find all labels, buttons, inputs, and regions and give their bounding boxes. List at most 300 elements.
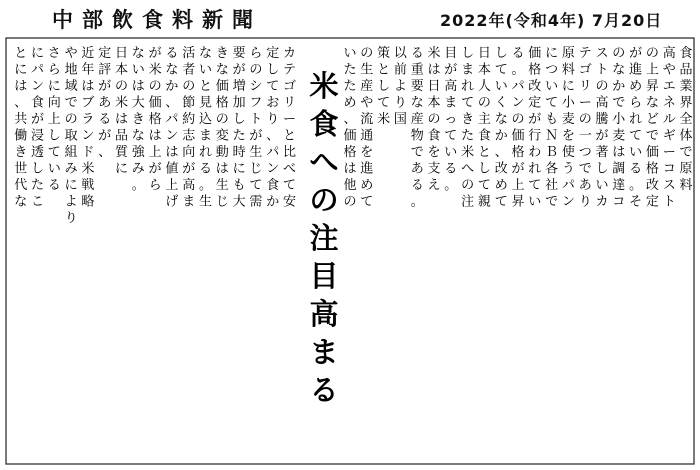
- article-column-text: 大: [232, 194, 246, 210]
- article-column-text: う: [561, 161, 575, 177]
- article-column-text: あ: [98, 95, 112, 111]
- article-column-text: 組: [64, 145, 78, 160]
- article-column-text: 時: [232, 145, 246, 160]
- article-column-text: た: [343, 79, 357, 94]
- article-column-text: の: [645, 46, 659, 61]
- article-column-text: 生: [249, 145, 263, 160]
- article-column-text: で: [679, 145, 693, 160]
- article-column-text: テ: [578, 46, 592, 61]
- article-column-text: 格: [645, 161, 659, 177]
- article-column-text: は: [427, 62, 441, 78]
- article-column-text: 加: [232, 95, 246, 111]
- article-column-text: げ: [165, 194, 179, 210]
- article-column-text: る: [629, 161, 643, 177]
- article-column-text: 食: [477, 128, 491, 144]
- masthead: [0, 0, 700, 36]
- article-column-text: 本: [427, 95, 441, 111]
- article-column-text: つ: [545, 62, 559, 78]
- article-column-text: を: [360, 145, 374, 160]
- article-column-text: 強: [131, 145, 145, 160]
- article-column-text: 安: [283, 194, 297, 210]
- article-column-text: る: [47, 178, 61, 193]
- article-column-text: 要: [232, 46, 246, 61]
- article-column-text: 定: [98, 46, 112, 61]
- article-column-text: 行: [528, 128, 542, 144]
- article-column-text: ど: [645, 112, 659, 127]
- article-column-text: に: [232, 161, 246, 177]
- article-column-text: の: [511, 112, 525, 127]
- article-column-text: よ: [64, 194, 78, 210]
- article-column-text: 業: [679, 79, 693, 94]
- article-column-text: に: [561, 79, 575, 94]
- article-column-text: や: [662, 62, 676, 78]
- article-column-text: に: [64, 178, 78, 193]
- article-column-text: て: [545, 95, 559, 111]
- article-column-text: で: [645, 128, 659, 144]
- article-column-text: な: [410, 95, 424, 111]
- article-column-text: 通: [360, 128, 374, 144]
- article-column-text: 格: [215, 95, 229, 111]
- article-column-text: 達: [612, 178, 626, 193]
- article-column-text: ら: [249, 46, 263, 61]
- article-column-text: 高: [595, 95, 609, 111]
- article-column-text: ン: [81, 128, 95, 144]
- article-column-text: る: [199, 161, 213, 177]
- article-column-text: 増: [232, 79, 246, 94]
- article-column-text: 戦: [81, 178, 95, 193]
- article-column-text: え: [427, 178, 441, 193]
- article-column-text: コ: [612, 194, 626, 210]
- article-column-text: ス: [662, 178, 676, 193]
- article-column-text: 全: [679, 112, 693, 127]
- article-column-text: 進: [360, 161, 374, 177]
- article-column-text: い: [528, 194, 542, 210]
- article-column-text: し: [232, 112, 246, 127]
- article-column-text: 。: [444, 178, 458, 193]
- article-column-text: て: [266, 79, 280, 94]
- article-column-text: 高: [444, 79, 458, 94]
- article-column-text: き: [215, 46, 229, 61]
- article-column-text: 代: [14, 178, 28, 193]
- article-column-text: が: [249, 128, 263, 144]
- article-column-text: 活: [182, 46, 196, 61]
- article-column-text: め: [343, 95, 357, 111]
- article-column-text: 米: [115, 95, 129, 111]
- article-column-text: い: [629, 145, 643, 160]
- article-column-text: は: [343, 161, 357, 177]
- article-column-text: ス: [595, 46, 609, 61]
- article-column-text: 産: [360, 79, 374, 94]
- article-column-text: 価: [528, 46, 542, 61]
- article-column-text: あ: [410, 161, 424, 177]
- article-column-text: 、: [165, 95, 179, 111]
- article-column-text: か: [612, 79, 626, 94]
- article-column-text: れ: [461, 79, 475, 94]
- article-column-text: 域: [64, 79, 78, 94]
- article-column-text: 働: [14, 128, 28, 144]
- article-column-text: の: [612, 46, 626, 61]
- article-column-text: 定: [645, 194, 659, 210]
- article-column-text: 見: [199, 95, 213, 111]
- article-column-text: 志: [182, 128, 196, 144]
- headline-char: る: [309, 373, 339, 407]
- article-column-text: し: [377, 79, 391, 94]
- article-column-text: 支: [427, 161, 441, 177]
- article-column-text: 価: [645, 145, 659, 160]
- article-column-text: み: [64, 161, 78, 177]
- article-column-text: 界: [679, 95, 693, 111]
- article-column-text: が: [148, 46, 162, 61]
- article-column-text: 込: [199, 112, 213, 127]
- article-column-text: 近: [81, 46, 95, 61]
- article-column-text: な: [645, 95, 659, 111]
- article-column-text: し: [31, 161, 45, 177]
- article-column-text: カ: [595, 194, 609, 210]
- article-column-text: は: [165, 145, 179, 160]
- article-column-text: も: [545, 112, 559, 127]
- article-column-text: 高: [662, 46, 676, 61]
- article-column-text: た: [31, 178, 45, 193]
- article-column-text: ー: [283, 112, 297, 127]
- article-column-text: は: [612, 145, 626, 160]
- article-column-text: 生: [360, 62, 374, 78]
- article-column-text: 米: [81, 161, 95, 177]
- article-column-text: つ: [578, 145, 592, 160]
- article-column-text: 日: [427, 79, 441, 94]
- article-column-text: 価: [343, 128, 357, 144]
- article-column-text: 、: [343, 112, 357, 127]
- article-column-text: に: [31, 46, 45, 61]
- article-column-text: 上: [165, 178, 179, 193]
- article-column-text: め: [494, 178, 508, 193]
- article-column-text: る: [444, 161, 458, 177]
- article-column-text: ン: [511, 95, 525, 111]
- article-column-text: で: [545, 194, 559, 210]
- article-column-text: 国: [393, 112, 407, 127]
- article-column-text: で: [64, 95, 78, 111]
- article-column-text: 向: [182, 145, 196, 160]
- article-column-text: 本: [477, 62, 491, 78]
- headline-char: ま: [309, 335, 339, 369]
- article-column-text: ン: [165, 128, 179, 144]
- article-column-text: 策: [377, 46, 391, 61]
- headline-char: 食: [309, 107, 339, 141]
- article-column-text: ト: [249, 112, 263, 127]
- headline-char: 注: [309, 221, 339, 255]
- article-column-text: 約: [182, 112, 196, 127]
- article-column-text: な: [14, 194, 28, 210]
- article-column-text: 著: [595, 145, 609, 160]
- article-column-text: は: [148, 128, 162, 144]
- article-column-text: 。: [131, 178, 145, 193]
- article-column-text: 定: [528, 95, 542, 111]
- article-column-text: て: [494, 62, 508, 78]
- article-column-text: 昇: [511, 194, 525, 210]
- article-column-text: 食: [427, 128, 441, 144]
- article-column-text: た: [461, 128, 475, 144]
- article-column-text: 主: [477, 112, 491, 127]
- article-column-text: 社: [545, 178, 559, 193]
- article-column-text: て: [249, 178, 263, 193]
- article-column-text: い: [545, 79, 559, 94]
- article-column-text: の: [343, 194, 357, 210]
- article-column-text: エ: [662, 79, 676, 94]
- article-column-text: 進: [629, 62, 643, 78]
- article-column-text: 物: [410, 128, 424, 144]
- article-column-text: の: [427, 112, 441, 127]
- article-column-text: 重: [410, 62, 424, 78]
- article-column-text: 米: [461, 145, 475, 160]
- article-column-text: 調: [612, 161, 626, 177]
- article-column-text: 高: [182, 178, 196, 193]
- article-column-text: て: [494, 194, 508, 210]
- article-column-text: 略: [81, 194, 95, 210]
- article-column-text: は: [131, 79, 145, 94]
- article-column-text: る: [165, 46, 179, 61]
- article-column-text: あ: [578, 178, 592, 193]
- article-column-text: 流: [360, 112, 374, 127]
- article-column-text: ま: [182, 194, 196, 210]
- article-column-text: み: [131, 161, 145, 177]
- article-column-text: わ: [528, 145, 542, 160]
- article-column-text: ブ: [81, 95, 95, 111]
- article-column-text: り: [578, 194, 592, 210]
- article-column-text: ギ: [662, 128, 676, 144]
- article-column-text: 日: [477, 46, 491, 61]
- article-column-text: れ: [199, 145, 213, 160]
- article-column-text: 生: [199, 194, 213, 210]
- article-column-text: 、: [98, 145, 112, 160]
- article-column-text: 米: [148, 62, 162, 78]
- article-column-text: し: [477, 161, 491, 177]
- article-column-text: 原: [561, 46, 575, 61]
- article-column-text: と: [477, 145, 491, 160]
- article-column-text: 取: [64, 128, 78, 144]
- article-column-text: や: [64, 46, 78, 61]
- article-column-text: と: [199, 79, 213, 94]
- article-columns: [14, 45, 692, 226]
- article-column-text: 本: [115, 62, 129, 78]
- article-column-text: 他: [343, 178, 357, 193]
- article-column-text: 値: [165, 161, 179, 177]
- article-column-text: 昇: [645, 79, 659, 94]
- article-column-text: 浸: [31, 128, 45, 144]
- article-column-text: か: [266, 194, 280, 210]
- article-column-text: 小: [561, 95, 575, 111]
- article-column-text: で: [612, 95, 626, 111]
- article-column-text: 。: [199, 178, 213, 193]
- article-column-text: 食: [679, 46, 693, 61]
- article-column-text: い: [595, 178, 609, 193]
- article-column-text: な: [131, 46, 145, 61]
- article-column-text: は: [14, 79, 28, 94]
- article-column-text: 日: [115, 46, 129, 61]
- article-column-text: っ: [444, 112, 458, 127]
- article-column-text: 原: [679, 161, 693, 177]
- article-column-text: て: [477, 178, 491, 193]
- article-column-text: パ: [266, 145, 280, 160]
- article-column-text: ら: [148, 178, 162, 193]
- article-column-text: Ｂ: [545, 145, 559, 160]
- headline-char: の: [309, 183, 339, 217]
- article-column-text: の: [249, 62, 263, 78]
- article-column-text: パ: [31, 62, 45, 78]
- article-column-text: は: [115, 112, 129, 127]
- article-column-text: ト: [595, 62, 609, 78]
- article-column-text: 透: [31, 145, 45, 160]
- article-column-text: て: [360, 194, 374, 210]
- article-column-text: そ: [629, 194, 643, 210]
- article-column-text: が: [511, 161, 525, 177]
- headline-char: へ: [309, 145, 339, 179]
- article-column-text: ン: [266, 161, 280, 177]
- article-column-text: 価: [511, 128, 525, 144]
- article-column-text: 価: [148, 95, 162, 111]
- article-column-text: な: [165, 62, 179, 78]
- article-column-text: お: [266, 95, 280, 111]
- article-column-text: ン: [31, 79, 45, 94]
- article-column-text: ネ: [662, 95, 676, 111]
- article-column-text: ー: [578, 95, 592, 111]
- article-column-text: 評: [98, 62, 112, 78]
- article-column-text: 上: [148, 145, 162, 160]
- article-column-text: パ: [511, 79, 525, 94]
- article-column-text: ま: [461, 62, 475, 78]
- article-column-text: と: [377, 62, 391, 78]
- article-column-text: の: [477, 95, 491, 111]
- article-column-text: り: [64, 211, 78, 226]
- article-column-text: て: [47, 145, 61, 160]
- article-column-text: き: [461, 112, 475, 127]
- article-column-text: 、: [494, 145, 508, 160]
- article-column-text: 上: [47, 112, 61, 127]
- article-column-text: 需: [249, 194, 263, 210]
- article-column-text: 騰: [595, 112, 609, 127]
- article-column-text: の: [115, 79, 129, 94]
- article-column-text: ル: [662, 112, 676, 127]
- article-column-text: の: [148, 79, 162, 94]
- article-column-text: が: [232, 62, 246, 78]
- article-column-text: な: [612, 62, 626, 78]
- article-column-text: や: [360, 95, 374, 111]
- article-column-text: て: [283, 178, 297, 193]
- article-column-text: が: [98, 79, 112, 94]
- article-column-text: し: [461, 46, 475, 61]
- article-column-text: 価: [215, 79, 229, 94]
- article-column-text: 世: [14, 161, 28, 177]
- article-column-text: と: [283, 128, 297, 144]
- article-column-text: 年: [81, 62, 95, 78]
- article-column-text: 地: [64, 62, 78, 78]
- article-column-text: べ: [283, 161, 297, 177]
- article-column-text: る: [410, 178, 424, 193]
- article-column-text: じ: [249, 161, 263, 177]
- article-column-text: れ: [528, 161, 542, 177]
- headline: [309, 69, 338, 407]
- article-column-text: か: [165, 79, 179, 94]
- article-column-text: 。: [511, 62, 525, 78]
- article-column-text: 上: [645, 62, 659, 78]
- article-column-text: 一: [578, 128, 592, 144]
- article-column-text: に: [14, 62, 28, 78]
- article-column-text: か: [494, 128, 508, 144]
- article-column-text: 各: [545, 161, 559, 177]
- article-column-text: 向: [47, 95, 61, 111]
- article-column-text: め: [360, 178, 374, 193]
- article-column-text: ら: [629, 95, 643, 111]
- article-column-text: が: [31, 112, 45, 127]
- article-column-text: 節: [182, 95, 196, 111]
- article-column-text: 格: [511, 145, 525, 160]
- article-column-text: た: [232, 128, 246, 144]
- article-column-text: め: [629, 79, 643, 94]
- article-column-text: カ: [283, 46, 297, 61]
- article-column-text: と: [14, 46, 28, 61]
- article-column-text: 動: [215, 145, 229, 160]
- article-column-text: 注: [461, 194, 475, 210]
- article-column-text: り: [266, 112, 280, 127]
- article-column-text: に: [115, 161, 129, 177]
- article-column-text: 前: [393, 62, 407, 78]
- article-column-text: Ｎ: [545, 128, 559, 144]
- article-column-text: き: [14, 145, 28, 160]
- article-column-text: 親: [477, 194, 491, 210]
- article-column-text: 変: [215, 128, 229, 144]
- article-column-text: 改: [645, 178, 659, 193]
- article-column-text: の: [215, 112, 229, 127]
- article-column-text: 使: [561, 145, 575, 160]
- article-column-text: は: [81, 79, 95, 94]
- article-column-text: り: [393, 95, 407, 111]
- article-column-text: い: [47, 161, 61, 177]
- article-column-text: が: [595, 128, 609, 144]
- article-column-text: 麦: [612, 128, 626, 144]
- article-column-text: て: [461, 95, 475, 111]
- article-column-text: 麦: [561, 112, 575, 127]
- article-column-text: 体: [679, 128, 693, 144]
- article-column-text: の: [64, 112, 78, 127]
- article-column-text: 小: [612, 112, 626, 127]
- article-column-text: い: [131, 62, 145, 78]
- article-column-text: 以: [393, 46, 407, 61]
- article-column-text: い: [199, 62, 213, 78]
- article-column-text: は: [215, 161, 229, 177]
- article-column-text: 人: [477, 79, 491, 94]
- article-column-text: フ: [249, 95, 263, 111]
- article-column-text: が: [182, 161, 196, 177]
- headline-char: 米: [309, 69, 339, 103]
- article-column-text: て: [528, 178, 542, 193]
- article-column-text: し: [266, 62, 280, 78]
- headline-char: 高: [309, 297, 339, 331]
- article-column-text: 産: [410, 112, 424, 127]
- article-column-text: 。: [410, 194, 424, 210]
- article-column-text: 食: [266, 178, 280, 193]
- article-column-text: の: [360, 46, 374, 61]
- article-column-text: じ: [215, 194, 229, 210]
- article-column-text: テ: [283, 62, 297, 78]
- article-column-text: た: [343, 62, 357, 78]
- article-column-text: 共: [14, 112, 28, 127]
- article-column-text: ら: [47, 62, 61, 78]
- article-column-text: ゴ: [578, 62, 592, 78]
- article-body: [4, 36, 696, 466]
- article-column-text: れ: [629, 112, 643, 127]
- article-column-text: の: [182, 79, 196, 94]
- article-column-text: パ: [165, 112, 179, 127]
- article-column-text: 格: [148, 112, 162, 127]
- article-column-text: ま: [444, 95, 458, 111]
